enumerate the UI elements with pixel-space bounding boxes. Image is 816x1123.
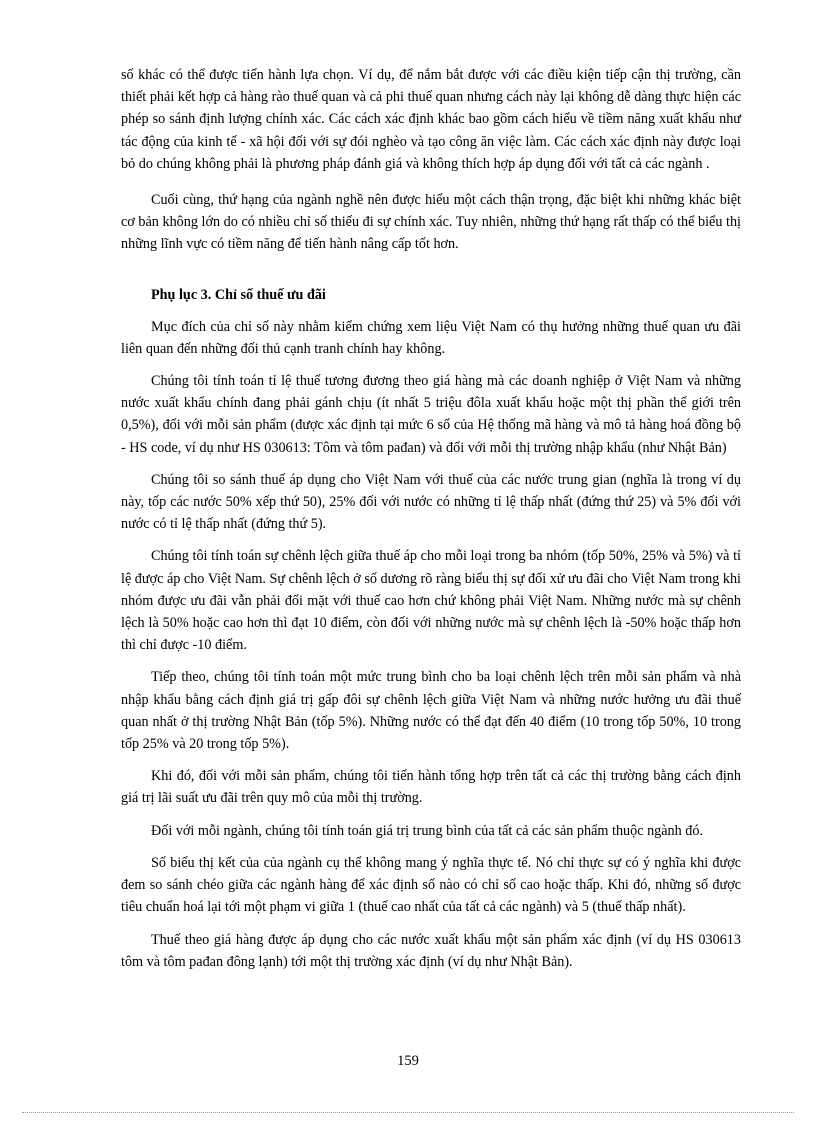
paragraph-difference-scoring: Chúng tôi tính toán sự chênh lệch giữa thuế áp cho mỗi loại trong ba nhóm (tốp 50%, 25% và 5%) và tỉ lệ được áp cho Việt Nam. Sự chênh lệch ở số dương rõ ràng biểu thị sự đối xử ưu đãi cho Việt Nam trong khi nhóm được ưu đãi vẫn phải đối mặt với thuế cao hơn chứ không phải Việt Nam. Những nước mà sự chênh lệch là 50% hoặc cao hơn thì đạt 10 điểm, còn đối với những nước mà sự chênh lệch là -50% hoặc thấp hơn thì chỉ được -10 điểm. (121, 548, 741, 654)
paragraph-ad-valorem-note: Thuế theo giá hàng được áp dụng cho các nước xuất khẩu một sản phẩm xác định (ví dụ HS 030613 tôm và tôm pađan đông lạnh) tới một thị trường xác định (ví dụ như Nhật Bản). (121, 931, 741, 970)
paragraph-normalization: Số biểu thị kết của của ngành cụ thể không mang ý nghĩa thực tế. Nó chỉ thực sự có ý nghĩa khi được đem so sánh chéo giữa các ngành hàng để xác định số nào có chỉ số cao hoặc thấp. Khi đó, những số được tiêu chuẩn hoá lại tới một phạm vi giữa 1 (thuế cao nhất của tất cả các ngành) và 5 (thuế thấp nhất). (121, 854, 741, 916)
page-number: 159 (397, 1053, 419, 1069)
paragraph-tariff-comparison: Chúng tôi so sánh thuế áp dụng cho Việt Nam với thuế của các nước trung gian (nghĩa là trong ví dụ này, tốp các nước 50% xếp thứ 50), 25% đối với nước có những tỉ lệ thấp nhất (đứng thứ 25) và 5% đối với nước có tỉ lệ thấp nhất (đứng thứ 5). (121, 471, 741, 533)
footer-divider (22, 1112, 794, 1113)
paragraph-market-aggregation: Khi đó, đối với mỗi sản phẩm, chúng tôi tiến hành tổng hợp trên tất cả các thị trường bằng cách định giá trị lãi suất ưu đãi trên quy mô của mỗi thị trường. (121, 768, 741, 807)
section-heading: Phụ lục 3. Chỉ số thuế ưu đãi (151, 286, 326, 303)
paragraph-tariff-calculation: Chúng tôi tính toán tỉ lệ thuế tương đương theo giá hàng mà các doanh nghiệp ở Việt Nam và những nước xuất khẩu chính đang phải gánh chịu (ít nhất 5 triệu đôla xuất khẩu hoặc một thị phần thế giới trên 0,5%), đối với mỗi sản phẩm (được xác định tại mức 6 số của Hệ thống mã hàng và mô tả hàng hoá đồng bộ - HS code, ví dụ như HS 030613: Tôm và tôm pađan) và đối với mỗi thị trường nhập khẩu (như Nhật Bản) (121, 373, 741, 456)
paragraph-purpose: Mục đích của chỉ số này nhằm kiểm chứng xem liệu Việt Nam có thụ hưởng những thuế quan ưu đãi liên quan đến những đối thủ cạnh tranh chính hay không. (121, 318, 741, 357)
paragraph-ranking-caution: Cuối cùng, thứ hạng của ngành nghề nên được hiểu một cách thận trọng, đặc biệt khi những khác biệt cơ bản không lớn do có nhiều chỉ số thiếu đi sự chính xác. Tuy nhiên, những thứ hạng rất thấp có thể biểu thị những lĩnh vực có tiềm năng để tiến hành nâng cấp tốt hơn. (121, 192, 741, 253)
document-page (121, 64, 741, 973)
paragraph-sector-average: Đối với mỗi ngành, chúng tôi tính toán giá trị trung bình của tất cả các sản phẩm thuộc ngành đó. (151, 822, 704, 839)
paragraph-average-score: Tiếp theo, chúng tôi tính toán một mức trung bình cho ba loại chênh lệch trên mỗi sản phẩm và nhà nhập khẩu bằng cách định giá trị gấp đôi sự chênh lệch giữa Việt Nam và những nước hưởng ưu đãi thuế quan nhất ở thị trường Nhật Bản (tốp 5%). Những nước có thể đạt đến 40 điểm (10 trong tốp 50%, 10 trong tốp 25% và 20 trong tốp 5%). (121, 669, 741, 753)
paragraph-continued: số khác có thể được tiến hành lựa chọn. Ví dụ, để nắm bắt được với các điều kiện tiếp cận thị trường, cần thiết phải kết hợp cả hàng rào thuế quan và cả phi thuế quan nhưng cách này lại không dễ dàng thực hiện các phép so sánh định lượng chính xác. Các cách xác định khác bao gồm cách hiểu về tiềm năng xuất khẩu như tác động của kinh tế - xã hội đối với sự đói nghèo và tạo công ăn việc làm. Các cách xác định này được loại bỏ do chúng không phải là phương pháp đánh giá và không thích hợp áp dụng đối với tất cả các ngành . (121, 67, 741, 172)
